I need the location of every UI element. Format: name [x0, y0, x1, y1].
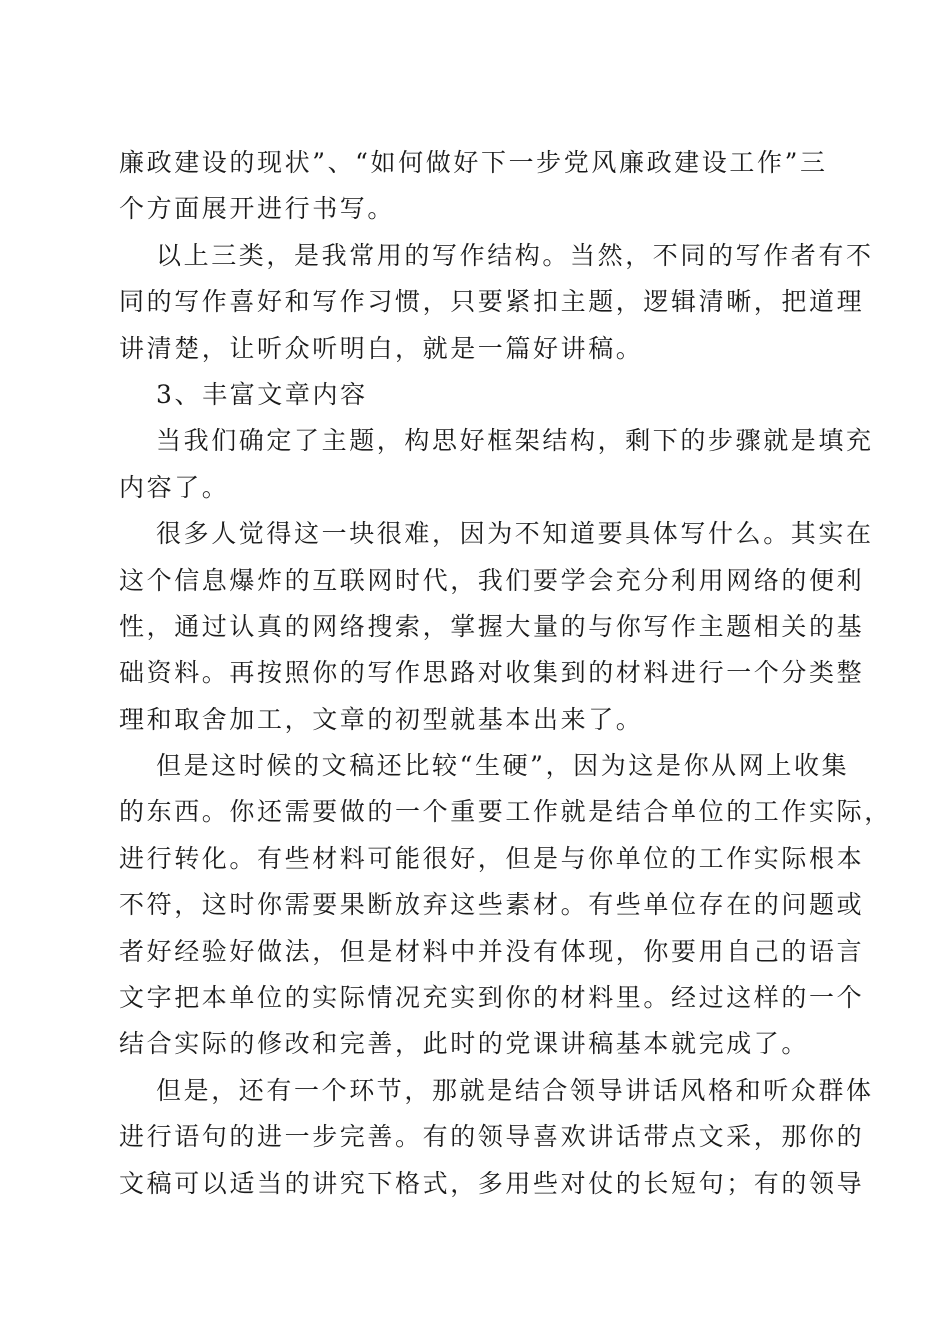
- text-line: 性，通过认真的网络搜索，掌握大量的与你写作主题相关的基: [119, 611, 865, 641]
- document-body: [119, 140, 892, 1207]
- text-line: 个方面展开进行书写。: [119, 194, 396, 224]
- text-line: 不符，这时你需要果断放弃这些素材。有些单位存在的问题或: [119, 890, 865, 920]
- text-line: 进行转化。有些材料可能很好，但是与你单位的工作实际根本: [119, 843, 865, 873]
- text-line: 者好经验好做法，但是材料中并没有体现，你要用自己的语言: [119, 936, 865, 966]
- text-line: 很多人觉得这一块很难，因为不知道要具体写什么。其实在: [156, 519, 874, 549]
- text-line: 但是，还有一个环节，那就是结合领导讲话风格和听众群体: [156, 1075, 874, 1105]
- text-line: 文字把本单位的实际情况充实到你的材料里。经过这样的一个: [119, 983, 865, 1013]
- text-line: 文稿可以适当的讲究下格式，多用些对仗的长短句；有的领导: [119, 1168, 865, 1198]
- text-line: 础资料。再按照你的写作思路对收集到的材料进行一个分类整: [119, 658, 865, 688]
- text-line: 当我们确定了主题，构思好框架结构，剩下的步骤就是填充: [156, 426, 874, 456]
- section-heading: 3、丰富文章内容: [156, 379, 368, 409]
- text-line: 结合实际的修改和完善，此时的党课讲稿基本就完成了。: [119, 1029, 810, 1059]
- text-line: 理和取舍加工，文章的初型就基本出来了。: [119, 704, 644, 734]
- text-line: 同的写作喜好和写作习惯，只要紧扣主题，逻辑清晰，把道理: [119, 287, 865, 317]
- text-line: 的东西。你还需要做的一个重要工作就是结合单位的工作实际，: [119, 797, 892, 827]
- text-line: 但是这时候的文稿还比较“生硬”，因为这是你从网上收集: [156, 751, 850, 781]
- text-line: 内容了。: [119, 472, 230, 502]
- text-line: 进行语句的进一步完善。有的领导喜欢讲话带点文采，那你的: [119, 1122, 865, 1152]
- text-line: 以上三类，是我常用的写作结构。当然，不同的写作者有不: [156, 240, 874, 270]
- text-line: 讲清楚，让听众听明白，就是一篇好讲稿。: [119, 333, 644, 363]
- text-line: 廉政建设的现状”、“如何做好下一步党风廉政建设工作”三: [119, 148, 828, 177]
- text-line: 这个信息爆炸的互联网时代，我们要学会充分利用网络的便利: [119, 565, 865, 595]
